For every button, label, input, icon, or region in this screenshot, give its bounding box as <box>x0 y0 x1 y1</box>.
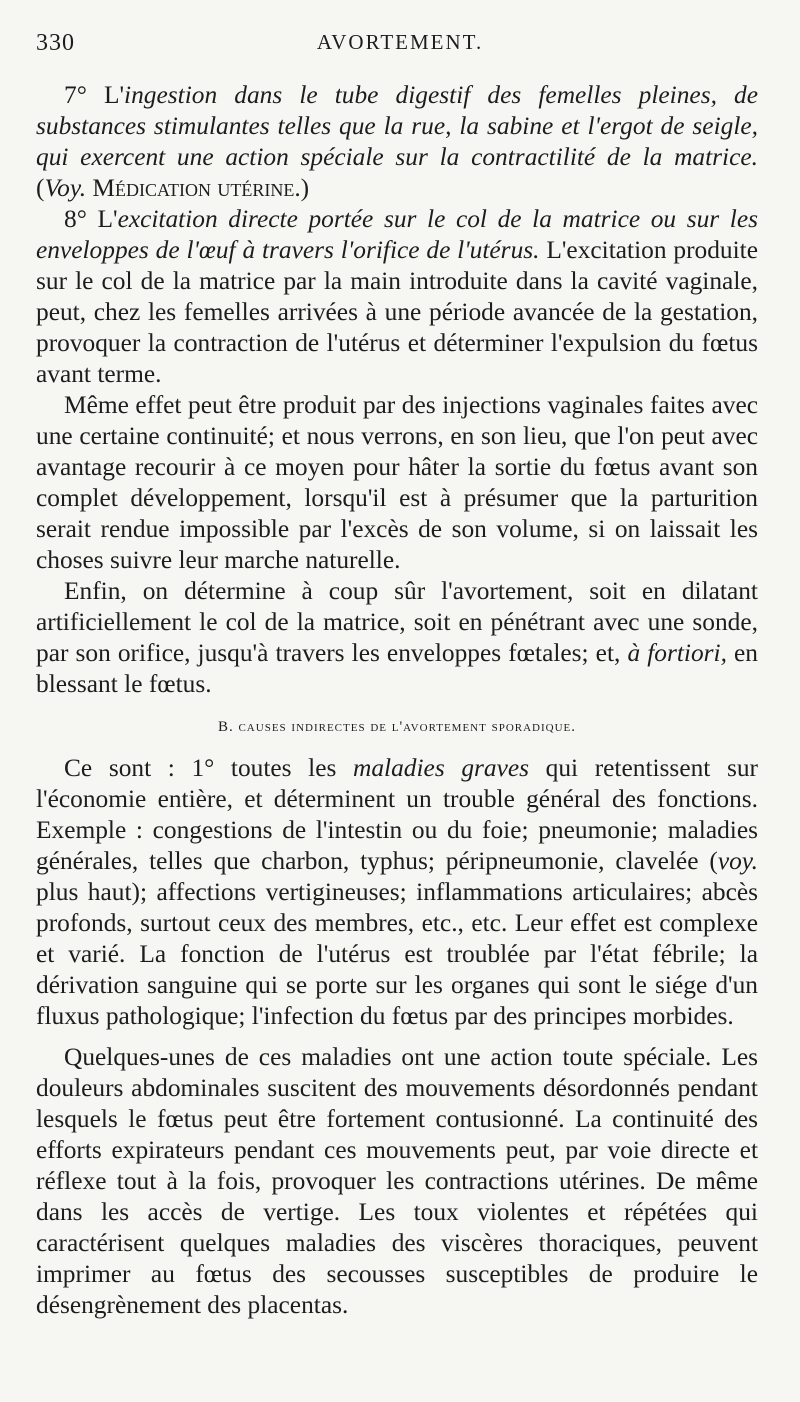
p1-voy: Voy. <box>44 174 87 202</box>
paragraph-maladies: Quelques-unes de ces maladies ont une action toute spéciale. Les douleurs abdominales suscitent des mouvements désordonnés pendant lesquels le fœtus peut être fortement contusionné. La continuité des efforts expirateurs pendant ces mouvements peut, par voie directe et réflexe tout à la fois, provoquer les contractions utérines. De même dans les accès de vertige. Les toux violentes et répétées qui caractérisent quelques maladies des viscères thoraciques, peuvent imprimer au fœtus des secousses susceptibles de produire le désengrènement des placentas. <box>36 1043 758 1319</box>
page-header <box>0 30 800 64</box>
p5-end: plus haut); affections vertigineuses; inflammations articulaires; abcès profonds, surtout ceux des membres, etc., etc. Leur effet est complexe et varié. La fonction de l'utérus est troublée par l'état fébrile; la dérivation sanguine qui se porte sur les organes qui sont le siége d'un fluxus pathologique; l'infection du fœtus par des principes morbides. <box>36 878 758 1030</box>
paragraph-injections: Même effet peut être produit par des injections vaginales faites avec une certaine continuité; et nous verrons, en son lieu, que l'on peut avec avantage recourir à ce moyen pour hâter la sortie du fœtus avant son complet développement, lorsqu'il est à présumer que la parturition serait rendue impossible par l'excès de son volume, si on laissait les choses suivre leur marche naturelle. <box>36 391 758 574</box>
p5-voy: voy. <box>717 847 758 875</box>
paragraph-causes <box>36 753 758 1032</box>
p5-italic: maladies graves <box>353 754 530 782</box>
p4-italic: à fortiori, <box>627 639 727 667</box>
paragraph-enfin <box>36 576 758 700</box>
p2-italic: excitation directe portée sur le col de la matrice ou sur les enveloppes de l'œuf à travers l'orifice de l'utérus. <box>36 205 759 264</box>
running-title: AVORTEMENT. <box>316 30 484 54</box>
p1-paren: ( <box>36 174 45 202</box>
p5-mid: qui retentissent sur l'économie entière, et déterminent un trouble général des fonctions. Exemple : congestions de l'intestin ou du foie; pneumonie; maladies générales, telles que charbon, typhus; péripneumonie, clavelée ( <box>36 754 758 875</box>
p5-start: Ce sont : 1° toutes les <box>64 754 354 782</box>
p4-text: Enfin, on détermine à coup sûr l'avortement, soit en dilatant artificiellement le col de la matrice, soit en pénétrant avec une sonde, par son orifice, jusqu'à travers les enveloppes fœtales; et, <box>36 577 758 667</box>
section-heading: B. causes indirectes de l'avortement sporadique. <box>217 719 577 735</box>
paragraph-excitation <box>36 204 758 390</box>
p4-end: en blessant le fœtus. <box>36 639 758 698</box>
body-text <box>36 80 758 1321</box>
p2-text: L'excitation produite sur le col de la matrice par la main introduite dans la cavité vaginale, peut, chez les femelles arrivées à une période avancée de la gestation, provoquer la contraction de l'utérus et déterminer l'expulsion du fœtus avant terme. <box>36 236 758 388</box>
p1-number: 7° L' <box>64 81 125 109</box>
p1-italic: ingestion dans le tube digestif des femelles pleines, de substances stimulantes telles que la rue, la sabine et l'ergot de seigle, qui exercent une action spéciale sur la contractilité de la matrice. <box>36 81 758 171</box>
p1-crossref: Médication utérine.) <box>86 174 310 202</box>
p2-number: 8° L' <box>64 205 118 233</box>
paragraph-ingestion <box>36 80 758 204</box>
page-number: 330 <box>36 30 75 56</box>
